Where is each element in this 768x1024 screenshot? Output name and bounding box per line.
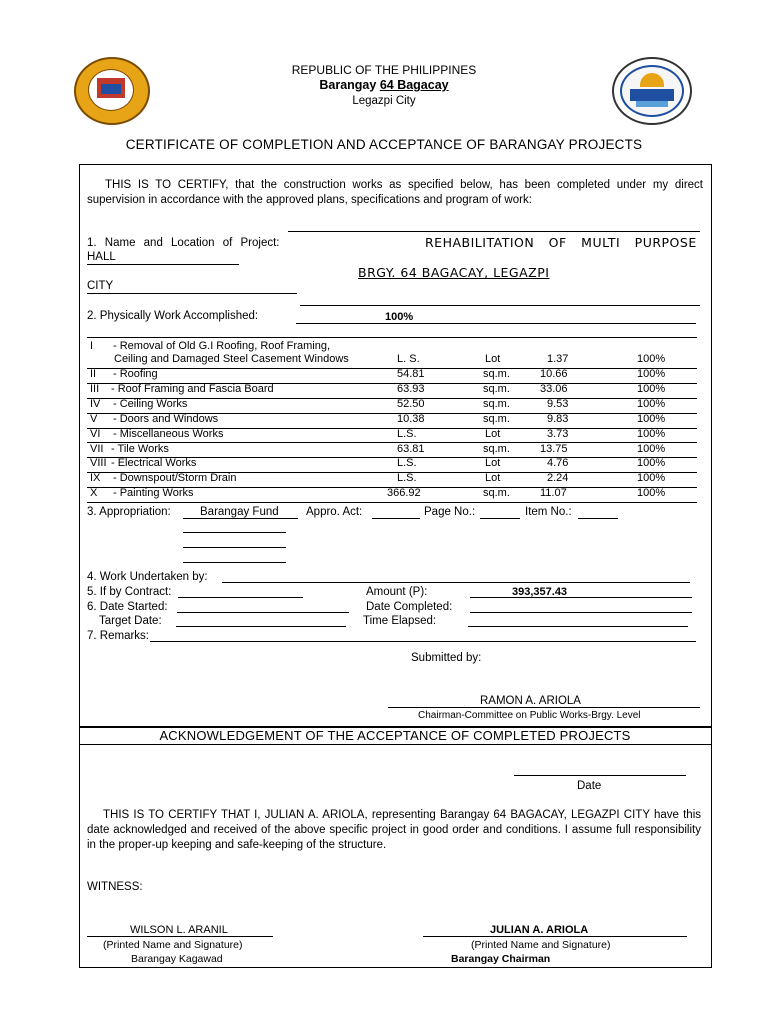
item-no-label: Item No.: — [525, 506, 572, 518]
work-item-percent: 100% — [637, 368, 666, 380]
work-item-unit: Lot — [485, 427, 501, 440]
amount-label: Amount (P): — [366, 586, 428, 598]
work-item-unit: Lot — [485, 457, 501, 470]
certify-paragraph: THIS IS TO CERTIFY, that the construction works as specified below, has been completed under my direct supervision in accordance with the approved plans, specifications and program of work: — [87, 179, 703, 206]
witness-caption: (Printed Name and Signature) — [103, 939, 243, 951]
ack-date-label: Date — [577, 780, 602, 792]
work-item-number: VI — [90, 427, 101, 440]
work-item-quantity: L.S. — [397, 472, 417, 485]
submitter-name: RAMON A. ARIOLA — [480, 695, 581, 707]
work-item-description: - Removal of Old G.I Roofing, Roof Framing, — [113, 340, 331, 352]
barangay-heading — [0, 78, 768, 92]
work-item-description: - Doors and Windows — [113, 412, 219, 425]
time-elapsed-label: Time Elapsed: — [363, 615, 437, 627]
work-item-value: 11.07 — [540, 487, 567, 500]
barangay-name: 64 Bagacay — [379, 78, 449, 92]
work-item-description: - Downspout/Storm Drain — [113, 472, 237, 485]
chairman-role: Barangay Chairman — [451, 953, 551, 965]
work-item-unit: sq.m. — [483, 412, 510, 425]
work-item-number: X — [90, 487, 98, 500]
work-item-row — [87, 487, 697, 503]
appropriation-label: 3. Appropriation: — [87, 506, 171, 518]
work-item-number: IV — [90, 397, 101, 410]
republic-heading: REPUBLIC OF THE PHILIPPINES — [291, 63, 477, 77]
work-item-value: 13.75 — [540, 442, 568, 455]
work-item-value: 9.53 — [547, 397, 569, 410]
accomplished-value: 100% — [385, 311, 414, 323]
work-item-value: 3.73 — [547, 427, 569, 440]
work-item-percent: 100% — [637, 353, 666, 365]
work-item-description: - Roof Framing and Fascia Board — [111, 382, 274, 395]
work-item-unit: sq.m. — [483, 397, 510, 410]
work-item-percent: 100% — [637, 457, 666, 470]
witness-label: WITNESS: — [87, 881, 143, 893]
work-item-number: I — [90, 340, 94, 352]
work-item-description: - Miscellaneous Works — [113, 427, 224, 440]
work-item-row — [87, 398, 697, 414]
work-item-percent: 100% — [637, 397, 666, 410]
witness-name: WILSON L. ARANIL — [130, 924, 228, 936]
project-name-line2: HALL — [87, 251, 116, 263]
work-item-description: - Roofing — [113, 368, 158, 380]
work-item-row — [87, 443, 697, 459]
amount-value: 393,357.43 — [512, 586, 568, 598]
work-item-percent: 100% — [637, 487, 666, 500]
witness-role: Barangay Kagawad — [131, 953, 223, 965]
work-item-number: IX — [90, 472, 101, 485]
work-item-number: V — [90, 412, 98, 425]
work-item-quantity: L.S. — [397, 457, 417, 470]
work-item-value: 4.76 — [547, 457, 569, 470]
work-item-row — [87, 413, 697, 429]
date-completed-label: Date Completed: — [366, 601, 453, 613]
remarks-label: 7. Remarks: — [87, 630, 149, 642]
work-item-quantity: 52.50 — [397, 397, 425, 410]
work-item-quantity: 54.81 — [397, 368, 425, 380]
ack-paragraph: THIS IS TO CERTIFY THAT I, JULIAN A. ARIOLA, representing Barangay 64 BAGACAY, LEGAZPI CITY have this date acknowledged and received of the above specific project in good order and conditions. I assume full responsibility in the proper-up keeping and safe-keeping of the structure. — [87, 809, 701, 851]
work-item-percent: 100% — [637, 472, 666, 485]
certificate-title: CERTIFICATE OF COMPLETION AND ACCEPTANCE OF BARANGAY PROJECTS — [125, 137, 643, 152]
work-item-number: VII — [90, 442, 104, 455]
chairman-name: JULIAN A. ARIOLA — [490, 924, 589, 936]
work-item-percent: 100% — [637, 442, 666, 455]
work-item-percent: 100% — [637, 382, 666, 395]
work-item-unit: sq.m. — [483, 368, 510, 380]
work-item-value: 2.24 — [547, 472, 569, 485]
work-item-row — [87, 383, 697, 399]
if-contract-label: 5. If by Contract: — [87, 586, 172, 598]
work-item-row — [87, 472, 697, 488]
work-item-row — [87, 428, 697, 444]
work-item-quantity: 366.92 — [387, 487, 421, 500]
submitter-title: Chairman-Committee on Public Works-Brgy. Level — [418, 710, 641, 721]
work-item-row — [87, 340, 697, 369]
work-item-value: 33.06 — [540, 382, 568, 395]
work-item-quantity: 63.93 — [397, 382, 425, 395]
work-item-number: III — [90, 382, 100, 395]
project-name: REHABILITATION OF MULTI PURPOSE — [425, 235, 697, 250]
work-item-quantity: 10.38 — [397, 412, 425, 425]
page-no-label: Page No.: — [424, 506, 476, 518]
project-label: 1. Name and Location of Project: — [87, 237, 280, 249]
submitted-by-label: Submitted by: — [411, 652, 482, 664]
work-item-quantity: 63.81 — [397, 442, 425, 455]
work-item-description: - Painting Works — [113, 487, 194, 500]
work-item-number: VIII — [90, 457, 107, 470]
work-item-description: - Ceiling Works — [113, 397, 188, 410]
work-item-unit: sq.m. — [483, 382, 510, 395]
work-item-description: - Tile Works — [111, 442, 169, 455]
work-item-description: - Electrical Works — [111, 457, 197, 470]
barangay-prefix: Barangay — [319, 78, 380, 92]
work-item-number: II — [90, 368, 97, 380]
work-item-value: 1.37 — [547, 353, 569, 365]
chairman-caption: (Printed Name and Signature) — [471, 939, 611, 951]
work-item-row — [87, 368, 697, 384]
city-heading: Legazpi City — [352, 95, 416, 107]
work-undertaken-label: 4. Work Undertaken by: — [87, 571, 208, 583]
project-location: BRGY. 64 BAGACAY, LEGAZPI — [358, 265, 550, 280]
project-location-line2: CITY — [87, 280, 114, 292]
work-item-unit: Lot — [485, 353, 501, 365]
appro-act-label: Appro. Act: — [306, 506, 363, 518]
work-item-row — [87, 457, 697, 473]
accomplished-label: 2. Physically Work Accomplished: — [87, 310, 259, 322]
acknowledgement-title: ACKNOWLEDGEMENT OF THE ACCEPTANCE OF COMPLETED PROJECTS — [159, 728, 631, 743]
work-item-unit: sq.m. — [483, 487, 510, 500]
work-item-percent: 100% — [637, 412, 666, 425]
work-item-unit: sq.m. — [483, 442, 510, 455]
work-item-unit: Lot — [485, 472, 501, 485]
work-item-value: 9.83 — [547, 412, 569, 425]
appropriation-value: Barangay Fund — [200, 506, 279, 518]
work-item-description-cont: Ceiling and Damaged Steel Casement Windows — [114, 353, 349, 365]
target-date-label: Target Date: — [99, 615, 162, 627]
work-item-percent: 100% — [637, 427, 666, 440]
work-item-value: 10.66 — [540, 368, 568, 380]
work-item-quantity: L.S. — [397, 427, 417, 440]
date-started-label: 6. Date Started: — [87, 601, 168, 613]
work-item-quantity: L. S. — [397, 353, 420, 365]
